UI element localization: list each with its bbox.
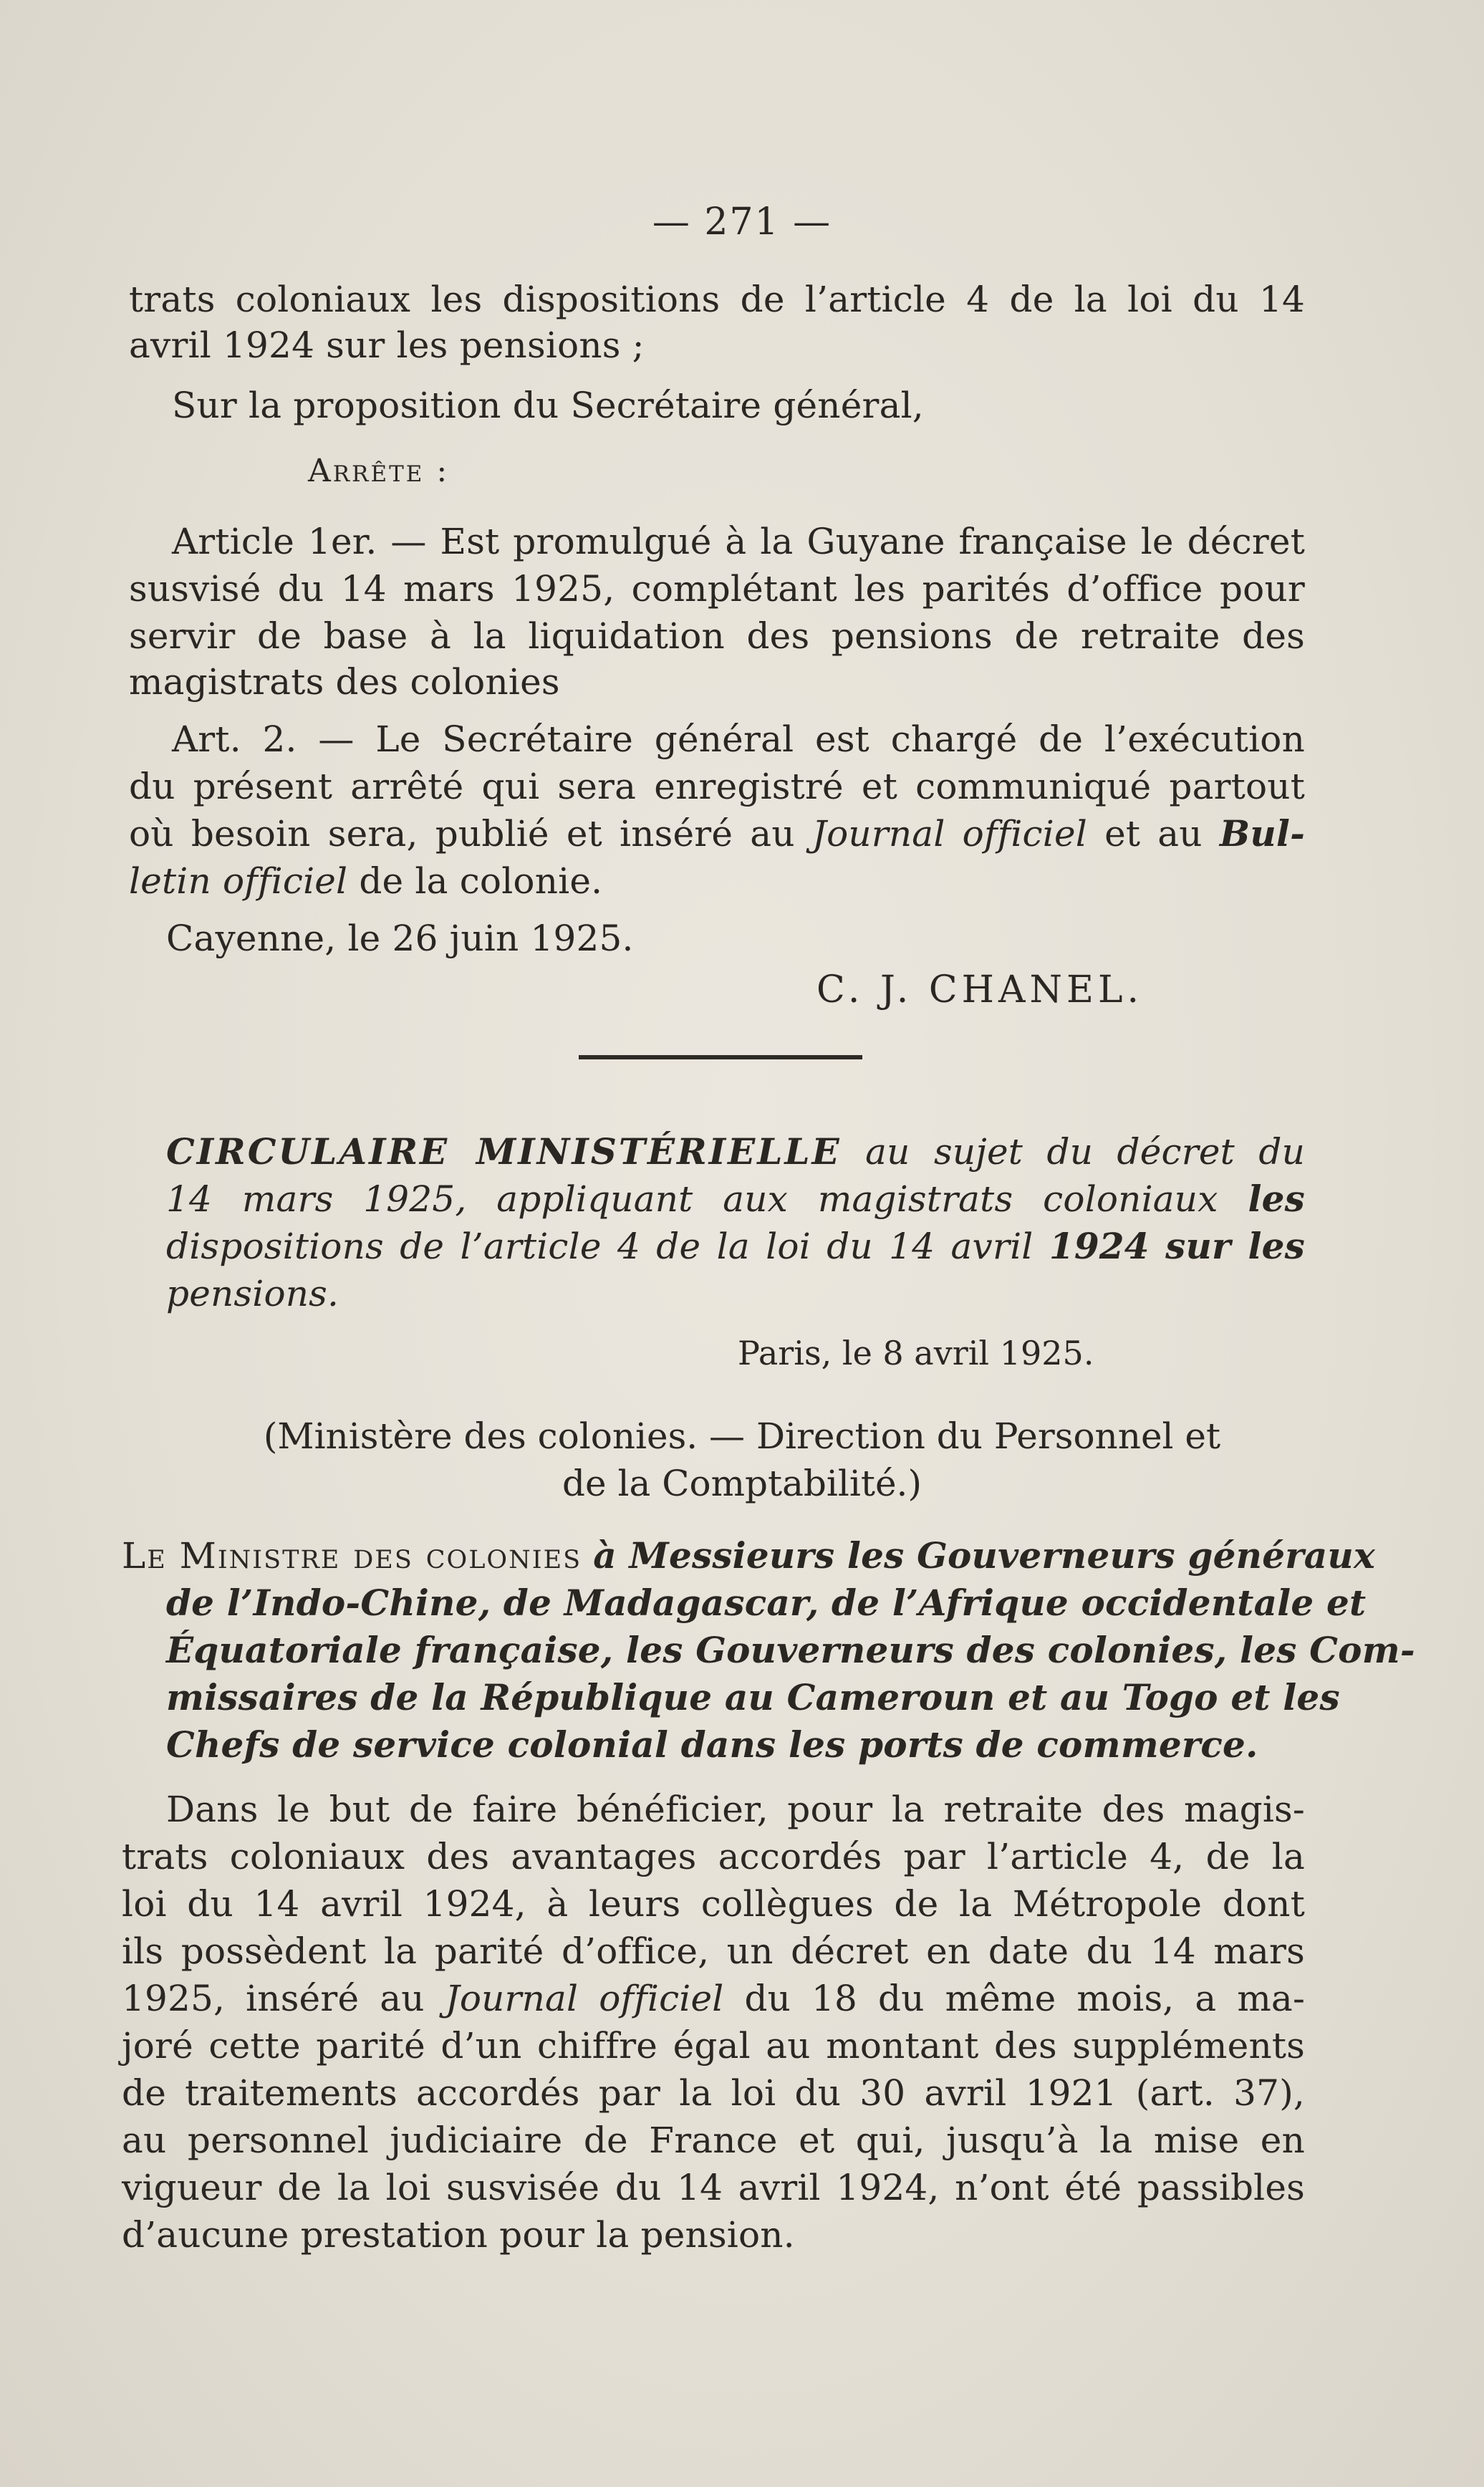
article-2-text: où besoin sera, publié et inséré au xyxy=(129,813,795,855)
article-2-line-3 xyxy=(129,812,1305,855)
signature: C. J. CHANEL. xyxy=(816,968,1144,1011)
body-line-6: joré cette parité d’un chiffre égal au montant des suppléments xyxy=(122,2025,1305,2067)
body-line-7: de traitements accordés par la loi du 30 avril 1921 (art. 37), xyxy=(122,2072,1305,2114)
body-line-2: trats coloniaux des avantages accordés par l’article 4, de la xyxy=(122,1836,1305,1877)
address-line-5: Chefs de service colonial dans les ports de commerce. xyxy=(166,1723,1258,1766)
address-line-3: Équatoriale française, les Gouverneurs des colonies, les Com- xyxy=(166,1629,1415,1671)
intro-line-1: trats coloniaux les dispositions de l’article 4 de la loi du 14 xyxy=(129,279,1305,320)
body-line-8: au personnel judiciaire de France et qui, jusqu’à la mise en xyxy=(122,2120,1305,2161)
body-line-3: loi du 14 avril 1924, à leurs collègues de la Métropole dont xyxy=(122,1883,1305,1925)
body-line-4: ils possèdent la parité d’office, un décret en date du 14 mars xyxy=(122,1930,1305,1972)
circular-title-line-3 xyxy=(166,1225,1305,1268)
article-1-line-3: servir de base à la liquidation des pensions de retraite des xyxy=(129,615,1305,657)
article-1-line-2: susvisé du 14 mars 1925, complétant les parités d’office pour xyxy=(129,568,1305,610)
article-2-line-4 xyxy=(129,860,1305,903)
arrete-heading: Arrête : xyxy=(308,453,450,489)
circular-title-caps: CIRCULAIRE MINISTÉRIELLE xyxy=(166,1130,842,1173)
address-line-2: de l’Indo-Chine, de Madagascar, de l’Afrique occidentale et xyxy=(166,1582,1367,1624)
article-1-line-1 xyxy=(172,520,1305,563)
body-line-5 xyxy=(122,1977,1305,2020)
intro-line-3: Sur la proposition du Secrétaire général, xyxy=(172,385,924,426)
address-line-4: missaires de la République au Cameroun et au Togo et les xyxy=(166,1676,1340,1718)
article-2-line-2: du présent arrêté qui sera enregistré et communiqué partout xyxy=(129,766,1305,807)
body-text-5b: du 18 du même mois, a ma- xyxy=(744,1978,1306,2019)
circular-title-line-4: pensions. xyxy=(166,1273,339,1314)
ministry-line-1: (Ministère des colonies. — Direction du Personnel et xyxy=(263,1415,1221,1457)
article-2-line-1: Art. 2. — Le Secrétaire général est chargé de l’exécution xyxy=(172,718,1305,760)
bulletin-ref-start: Bul- xyxy=(1219,812,1306,855)
article-1-label: Article 1er. — xyxy=(172,521,427,562)
journal-officiel-ref: Journal officiel xyxy=(811,813,1087,855)
body-line-9: vigueur de la loi susvisée du 14 avril 1924, n’ont été passibles xyxy=(122,2167,1305,2208)
body-line-1: Dans le but de faire bénéficier, pour la retraite des magis- xyxy=(166,1789,1305,1830)
ministry-line-2: de la Comptabilité.) xyxy=(562,1463,922,1504)
address-line-1 xyxy=(122,1534,1375,1577)
article-2-text-end: de la colonie. xyxy=(359,860,603,902)
circular-title-text-3: dispositions de l’article 4 de la loi du 14 avril xyxy=(166,1226,1034,1267)
circular-title-text-2: 14 mars 1925, appliquant aux magistrats coloniaux xyxy=(166,1178,1218,1220)
circular-title-bold-2: les xyxy=(1248,1178,1306,1220)
address-recipients-1: à Messieurs les Gouverneurs généraux xyxy=(593,1534,1375,1577)
circular-title-year: 1924 xyxy=(1049,1225,1150,1267)
body-text-5a: 1925, inséré au xyxy=(122,1978,425,2019)
page-number: — 271 — xyxy=(652,201,832,244)
section-divider xyxy=(579,1055,862,1059)
circular-dateline: Paris, le 8 avril 1925. xyxy=(738,1334,1094,1372)
article-2-text-mid: et au xyxy=(1104,813,1203,855)
article-1-line-4: magistrats des colonies xyxy=(129,661,560,703)
place-and-date: Cayenne, le 26 juin 1925. xyxy=(166,918,634,959)
circular-title-bold-3: sur les xyxy=(1165,1225,1305,1267)
body-line-10: d’aucune prestation pour la pension. xyxy=(122,2214,795,2256)
journal-officiel-ref-2: Journal officiel xyxy=(445,1978,724,2019)
circular-title-line-1 xyxy=(166,1130,1305,1173)
circular-title-rest: au sujet du décret du xyxy=(865,1131,1306,1173)
bulletin-ref-end: letin officiel xyxy=(129,860,348,902)
article-1-text: Est promulgué à la Guyane française le décret xyxy=(440,521,1306,562)
circular-title-line-2 xyxy=(166,1178,1305,1221)
intro-line-2: avril 1924 sur les pensions ; xyxy=(129,324,645,366)
sender: Le Ministre des colonies xyxy=(122,1535,582,1577)
